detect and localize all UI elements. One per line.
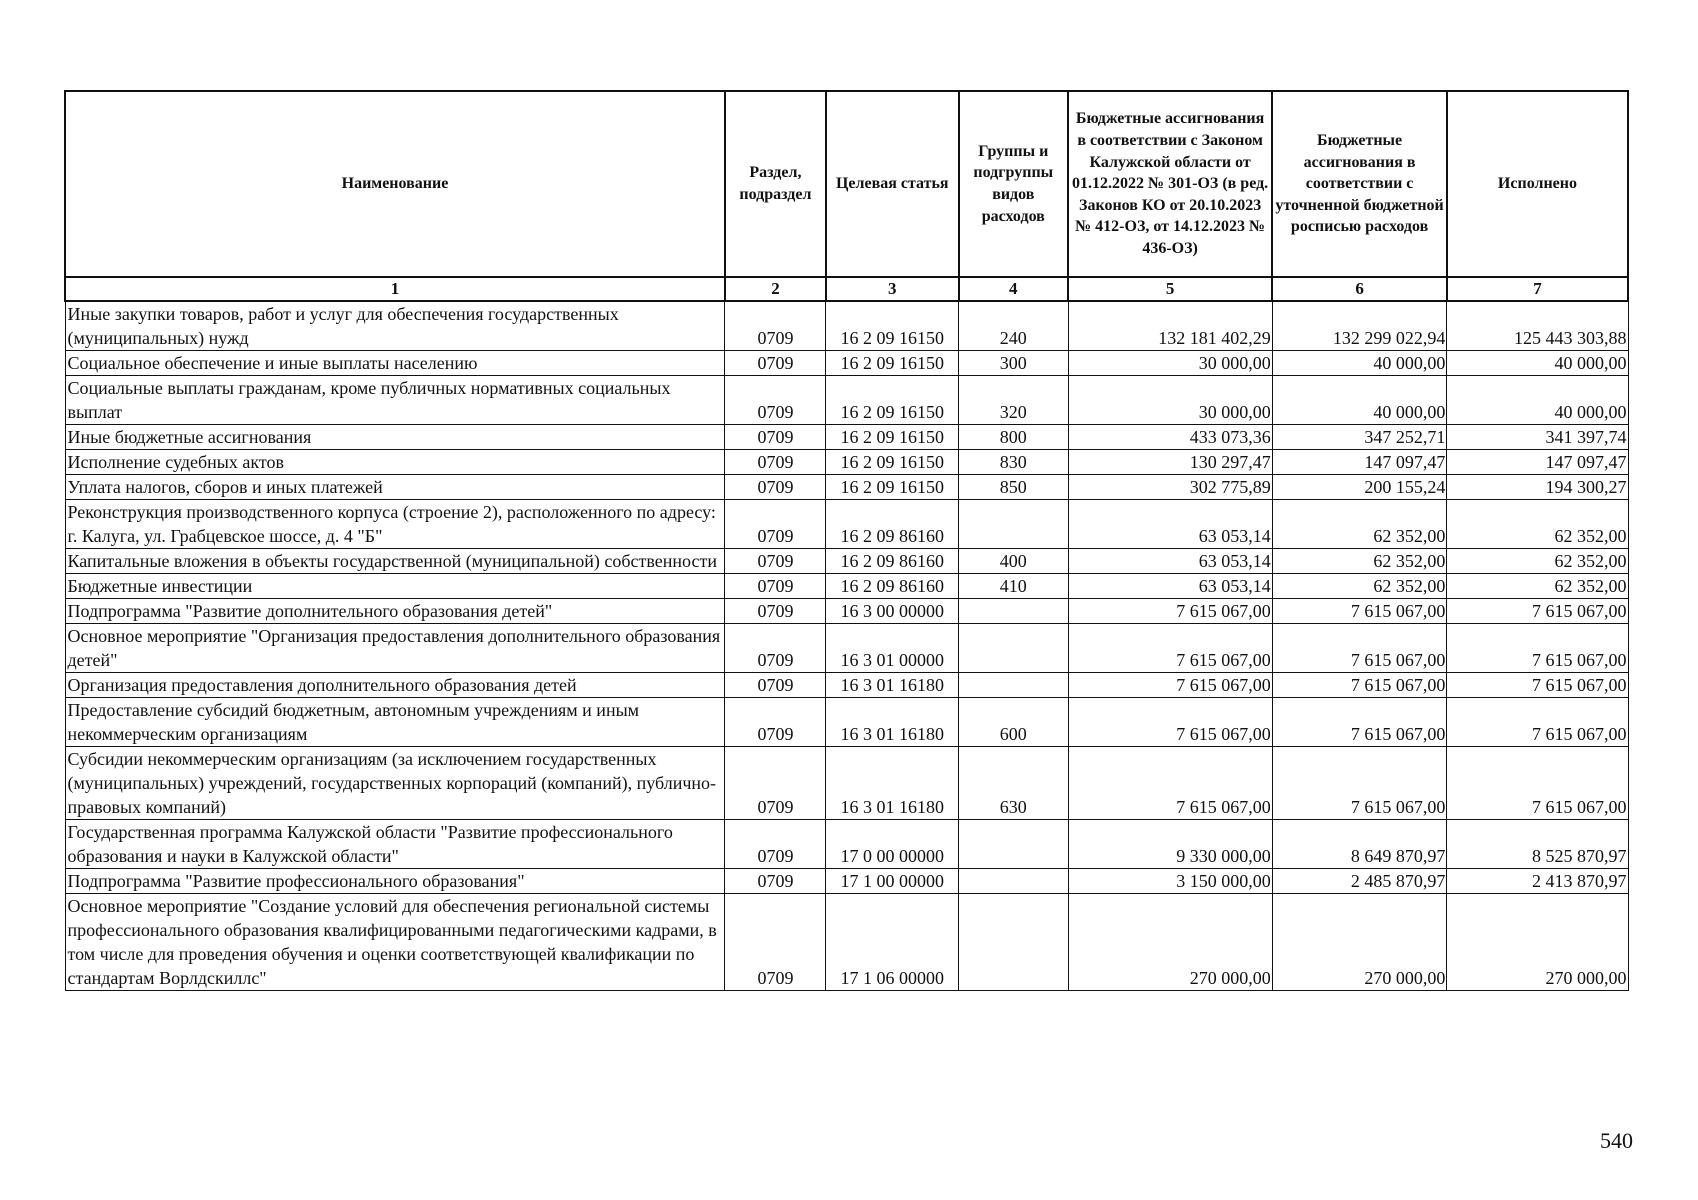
row-law-amount: 7 615 067,00 xyxy=(1068,624,1272,673)
row-target-article: 16 2 09 16150 xyxy=(826,376,959,425)
column-number: 7 xyxy=(1447,277,1628,301)
row-section: 0709 xyxy=(725,894,826,991)
row-name: Основное мероприятие "Организация предоставления дополнительного образования детей" xyxy=(65,624,725,673)
table-row xyxy=(65,351,1628,376)
row-executed-amount: 40 000,00 xyxy=(1447,351,1628,376)
row-target-article: 16 2 09 86160 xyxy=(826,549,959,574)
row-name: Капитальные вложения в объекты государственной (муниципальной) собственности xyxy=(65,549,725,574)
row-law-amount: 63 053,14 xyxy=(1068,549,1272,574)
budget-table xyxy=(64,90,1629,991)
row-expense-group xyxy=(959,500,1068,549)
row-expense-group: 830 xyxy=(959,450,1068,475)
column-number: 6 xyxy=(1272,277,1447,301)
row-expense-group: 400 xyxy=(959,549,1068,574)
row-expense-group: 410 xyxy=(959,574,1068,599)
row-executed-amount: 62 352,00 xyxy=(1447,574,1628,599)
row-law-amount: 7 615 067,00 xyxy=(1068,673,1272,698)
row-plan-amount: 8 649 870,97 xyxy=(1272,820,1447,869)
row-name: Социальное обеспечение и иные выплаты населению xyxy=(65,351,725,376)
header-section: Раздел, подраздел xyxy=(725,91,826,277)
row-section: 0709 xyxy=(725,869,826,894)
row-law-amount: 7 615 067,00 xyxy=(1068,747,1272,820)
row-executed-amount: 341 397,74 xyxy=(1447,425,1628,450)
header-target-article: Целевая статья xyxy=(826,91,959,277)
table-row xyxy=(65,549,1628,574)
row-section: 0709 xyxy=(725,574,826,599)
row-name: Подпрограмма "Развитие профессионального образования" xyxy=(65,869,725,894)
row-target-article: 16 2 09 16150 xyxy=(826,450,959,475)
table-row xyxy=(65,425,1628,450)
row-plan-amount: 347 252,71 xyxy=(1272,425,1447,450)
row-section: 0709 xyxy=(725,549,826,574)
row-executed-amount: 62 352,00 xyxy=(1447,549,1628,574)
table-row xyxy=(65,500,1628,549)
row-law-amount: 7 615 067,00 xyxy=(1068,698,1272,747)
row-name: Подпрограмма "Развитие дополнительного образования детей" xyxy=(65,599,725,624)
row-expense-group: 240 xyxy=(959,301,1068,351)
row-plan-amount: 62 352,00 xyxy=(1272,500,1447,549)
row-name: Основное мероприятие "Создание условий для обеспечения региональной системы профессионального образования квалифицированными педагогическими кадрами, в том числе для проведения обучения и оценки соответствующей квалификации по стандартам Ворлдскиллс" xyxy=(65,894,725,991)
row-target-article: 16 2 09 16150 xyxy=(826,425,959,450)
table-row xyxy=(65,574,1628,599)
row-target-article: 16 2 09 16150 xyxy=(826,475,959,500)
row-section: 0709 xyxy=(725,624,826,673)
row-expense-group xyxy=(959,820,1068,869)
column-number-row xyxy=(65,277,1628,301)
column-number: 5 xyxy=(1068,277,1272,301)
row-name: Субсидии некоммерческим организациям (за исключением государственных (муниципальных) учреждений, государственных корпораций (компаний), публично-правовых компаний) xyxy=(65,747,725,820)
row-plan-amount: 7 615 067,00 xyxy=(1272,599,1447,624)
row-plan-amount: 7 615 067,00 xyxy=(1272,624,1447,673)
row-law-amount: 302 775,89 xyxy=(1068,475,1272,500)
row-executed-amount: 40 000,00 xyxy=(1447,376,1628,425)
table-row xyxy=(65,376,1628,425)
row-expense-group: 800 xyxy=(959,425,1068,450)
header-expense-groups: Группы и подгруппы видов расходов xyxy=(959,91,1068,277)
header-name: Наименование xyxy=(65,91,725,277)
table-row xyxy=(65,869,1628,894)
row-plan-amount: 270 000,00 xyxy=(1272,894,1447,991)
row-name: Иные бюджетные ассигнования xyxy=(65,425,725,450)
header-law-allocations: Бюджетные ассигнования в соответствии с Законом Калужской области от 01.12.2022 № 301-ОЗ (в ред. Законов КО от 20.10.2023 № 412-ОЗ, от 14.12.2023 № 436-ОЗ) xyxy=(1068,91,1272,277)
row-target-article: 16 3 01 16180 xyxy=(826,747,959,820)
header-refined-allocations: Бюджетные ассигнования в соответствии с уточненной бюджетной росписью расходов xyxy=(1272,91,1447,277)
row-plan-amount: 7 615 067,00 xyxy=(1272,698,1447,747)
row-plan-amount: 62 352,00 xyxy=(1272,549,1447,574)
row-law-amount: 7 615 067,00 xyxy=(1068,599,1272,624)
row-executed-amount: 62 352,00 xyxy=(1447,500,1628,549)
table-row xyxy=(65,894,1628,991)
row-executed-amount: 125 443 303,88 xyxy=(1447,301,1628,351)
row-executed-amount: 147 097,47 xyxy=(1447,450,1628,475)
row-law-amount: 132 181 402,29 xyxy=(1068,301,1272,351)
row-section: 0709 xyxy=(725,351,826,376)
column-number: 3 xyxy=(826,277,959,301)
table-row xyxy=(65,673,1628,698)
row-executed-amount: 7 615 067,00 xyxy=(1447,747,1628,820)
row-target-article: 16 3 01 16180 xyxy=(826,698,959,747)
table-row xyxy=(65,599,1628,624)
row-name: Предоставление субсидий бюджетным, автономным учреждениям и иным некоммерческим организациям xyxy=(65,698,725,747)
table-row xyxy=(65,820,1628,869)
row-plan-amount: 132 299 022,94 xyxy=(1272,301,1447,351)
row-executed-amount: 7 615 067,00 xyxy=(1447,624,1628,673)
table-row xyxy=(65,747,1628,820)
column-number: 2 xyxy=(725,277,826,301)
row-plan-amount: 200 155,24 xyxy=(1272,475,1447,500)
row-plan-amount: 62 352,00 xyxy=(1272,574,1447,599)
row-name: Исполнение судебных актов xyxy=(65,450,725,475)
header-row xyxy=(65,91,1628,277)
row-executed-amount: 7 615 067,00 xyxy=(1447,698,1628,747)
row-target-article: 17 1 06 00000 xyxy=(826,894,959,991)
row-name: Бюджетные инвестиции xyxy=(65,574,725,599)
row-expense-group xyxy=(959,624,1068,673)
row-target-article: 16 3 00 00000 xyxy=(826,599,959,624)
column-number: 1 xyxy=(65,277,725,301)
table-row xyxy=(65,698,1628,747)
row-plan-amount: 40 000,00 xyxy=(1272,376,1447,425)
table-body xyxy=(65,301,1628,991)
row-expense-group xyxy=(959,894,1068,991)
table-row xyxy=(65,624,1628,673)
row-law-amount: 433 073,36 xyxy=(1068,425,1272,450)
row-target-article: 16 2 09 86160 xyxy=(826,574,959,599)
row-executed-amount: 7 615 067,00 xyxy=(1447,673,1628,698)
row-law-amount: 270 000,00 xyxy=(1068,894,1272,991)
row-section: 0709 xyxy=(725,475,826,500)
page-number: 540 xyxy=(1600,1128,1633,1153)
row-section: 0709 xyxy=(725,376,826,425)
row-expense-group xyxy=(959,869,1068,894)
row-name: Организация предоставления дополнительного образования детей xyxy=(65,673,725,698)
row-target-article: 17 1 00 00000 xyxy=(826,869,959,894)
row-section: 0709 xyxy=(725,820,826,869)
row-plan-amount: 7 615 067,00 xyxy=(1272,673,1447,698)
row-expense-group xyxy=(959,599,1068,624)
row-law-amount: 63 053,14 xyxy=(1068,500,1272,549)
row-target-article: 17 0 00 00000 xyxy=(826,820,959,869)
row-executed-amount: 194 300,27 xyxy=(1447,475,1628,500)
row-section: 0709 xyxy=(725,673,826,698)
row-expense-group: 850 xyxy=(959,475,1068,500)
table-row xyxy=(65,475,1628,500)
header-executed: Исполнено xyxy=(1447,91,1628,277)
row-plan-amount: 2 485 870,97 xyxy=(1272,869,1447,894)
row-section: 0709 xyxy=(725,450,826,475)
row-section: 0709 xyxy=(725,698,826,747)
row-target-article: 16 2 09 86160 xyxy=(826,500,959,549)
row-expense-group: 320 xyxy=(959,376,1068,425)
row-executed-amount: 7 615 067,00 xyxy=(1447,599,1628,624)
row-expense-group: 300 xyxy=(959,351,1068,376)
row-section: 0709 xyxy=(725,500,826,549)
row-plan-amount: 40 000,00 xyxy=(1272,351,1447,376)
row-law-amount: 30 000,00 xyxy=(1068,351,1272,376)
row-section: 0709 xyxy=(725,301,826,351)
row-plan-amount: 147 097,47 xyxy=(1272,450,1447,475)
row-section: 0709 xyxy=(725,425,826,450)
row-law-amount: 63 053,14 xyxy=(1068,574,1272,599)
row-target-article: 16 2 09 16150 xyxy=(826,351,959,376)
table-row xyxy=(65,450,1628,475)
row-executed-amount: 270 000,00 xyxy=(1447,894,1628,991)
row-law-amount: 3 150 000,00 xyxy=(1068,869,1272,894)
row-section: 0709 xyxy=(725,747,826,820)
row-section: 0709 xyxy=(725,599,826,624)
row-law-amount: 30 000,00 xyxy=(1068,376,1272,425)
row-plan-amount: 7 615 067,00 xyxy=(1272,747,1447,820)
row-law-amount: 9 330 000,00 xyxy=(1068,820,1272,869)
row-name: Реконструкция производственного корпуса (строение 2), расположенного по адресу: г. Калуга, ул. Грабцевское шоссе, д. 4 "Б" xyxy=(65,500,725,549)
row-law-amount: 130 297,47 xyxy=(1068,450,1272,475)
row-expense-group: 630 xyxy=(959,747,1068,820)
row-executed-amount: 2 413 870,97 xyxy=(1447,869,1628,894)
row-name: Уплата налогов, сборов и иных платежей xyxy=(65,475,725,500)
row-target-article: 16 3 01 00000 xyxy=(826,624,959,673)
row-expense-group xyxy=(959,673,1068,698)
table-row xyxy=(65,301,1628,351)
column-number: 4 xyxy=(959,277,1068,301)
row-name: Социальные выплаты гражданам, кроме публичных нормативных социальных выплат xyxy=(65,376,725,425)
row-target-article: 16 3 01 16180 xyxy=(826,673,959,698)
row-name: Иные закупки товаров, работ и услуг для обеспечения государственных (муниципальных) нужд xyxy=(65,301,725,351)
row-expense-group: 600 xyxy=(959,698,1068,747)
row-name: Государственная программа Калужской области "Развитие профессионального образования и науки в Калужской области" xyxy=(65,820,725,869)
row-target-article: 16 2 09 16150 xyxy=(826,301,959,351)
row-executed-amount: 8 525 870,97 xyxy=(1447,820,1628,869)
